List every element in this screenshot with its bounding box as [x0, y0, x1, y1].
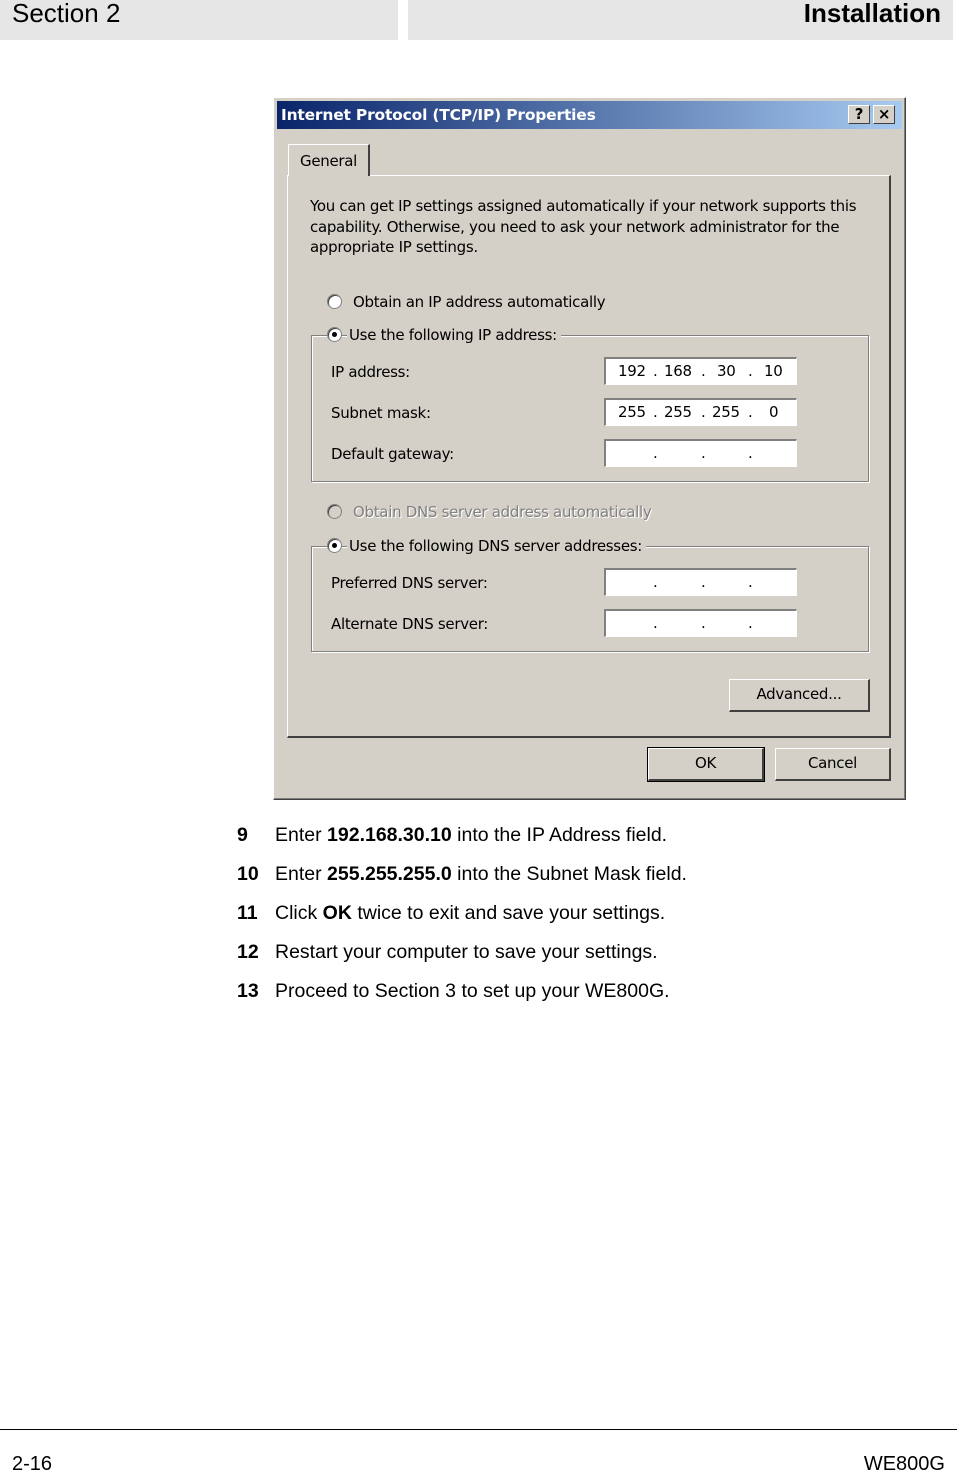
tab-general-label: General [300, 152, 358, 170]
tcpip-properties-dialog [273, 97, 906, 800]
ip-octet-2: 168 [664, 362, 692, 380]
ok-button[interactable]: OK [648, 748, 764, 781]
page-number: 2-16 [12, 1453, 53, 1475]
radio-selected-dot [332, 332, 337, 337]
obtain-dns-radio[interactable] [327, 504, 342, 519]
step-text: Enter 192.168.30.10 into the IP Address field. [275, 824, 668, 846]
step-number: 10 [237, 863, 259, 885]
step-text: Proceed to Section 3 to set up your WE800G. [275, 980, 670, 1002]
tab-general[interactable] [288, 144, 370, 176]
subnet-octet-3: 255 [712, 403, 740, 421]
step-number: 11 [237, 902, 258, 924]
alternate-dns-label: Alternate DNS server: [331, 615, 489, 633]
obtain-dns-label[interactable]: Obtain DNS server address automatically [353, 503, 652, 521]
subnet-octet-4: 0 [769, 403, 779, 421]
help-icon: ? [854, 105, 864, 123]
preferred-dns-field[interactable]: . . . [604, 568, 797, 596]
footer-rule [0, 1429, 957, 1430]
advanced-button[interactable]: Advanced... [729, 679, 870, 712]
dialog-description: You can get IP settings assigned automatically if your network supports this capability. Otherwise, you need to ask your network administrator for the appropriate IP settings. [310, 197, 857, 256]
preferred-dns-label: Preferred DNS server: [331, 574, 488, 592]
obtain-ip-label[interactable]: Obtain an IP address automatically [353, 293, 606, 311]
use-dns-radio[interactable] [327, 538, 342, 553]
section-label: Section 2 [12, 0, 121, 28]
help-button[interactable] [848, 105, 870, 124]
ip-address-label: IP address: [331, 363, 410, 381]
step-text: Click OK twice to exit and save your settings. [275, 902, 666, 924]
step-number: 9 [237, 824, 248, 846]
subnet-mask-field[interactable]: 255 . 255 . 255 . 0 [604, 398, 797, 426]
use-dns-label[interactable]: Use the following DNS server addresses: [347, 537, 646, 555]
ip-octet-4: 10 [764, 362, 783, 380]
close-icon: × [877, 105, 891, 123]
close-button[interactable] [873, 105, 895, 124]
cancel-button[interactable]: Cancel [775, 748, 891, 781]
step-number: 12 [237, 941, 259, 963]
subnet-mask-label: Subnet mask: [331, 404, 431, 422]
ip-address-field[interactable]: 192 . 168 . 30 . 10 [604, 357, 797, 385]
header-right-bar [408, 0, 953, 40]
ip-octet-1: 192 [618, 362, 646, 380]
dialog-title: Internet Protocol (TCP/IP) Properties [281, 106, 596, 124]
default-gateway-label: Default gateway: [331, 445, 454, 463]
subnet-octet-1: 255 [618, 403, 646, 421]
default-gateway-field[interactable]: . . . [604, 439, 797, 467]
dialog-titlebar [277, 101, 902, 129]
use-ip-radio[interactable] [327, 327, 342, 342]
radio-selected-dot [332, 543, 337, 548]
step-text: Enter 255.255.255.0 into the Subnet Mask field. [275, 863, 687, 885]
product-name: WE800G [863, 1453, 945, 1475]
subnet-octet-2: 255 [664, 403, 692, 421]
header-left-bar [0, 0, 398, 40]
ip-octet-3: 30 [717, 362, 736, 380]
step-text: Restart your computer to save your settings. [275, 941, 658, 963]
chapter-title: Installation [803, 0, 941, 28]
step-number: 13 [237, 980, 259, 1002]
obtain-ip-radio[interactable] [327, 294, 342, 309]
use-ip-label[interactable]: Use the following IP address: [347, 326, 561, 344]
alternate-dns-field[interactable]: . . . [604, 609, 797, 637]
